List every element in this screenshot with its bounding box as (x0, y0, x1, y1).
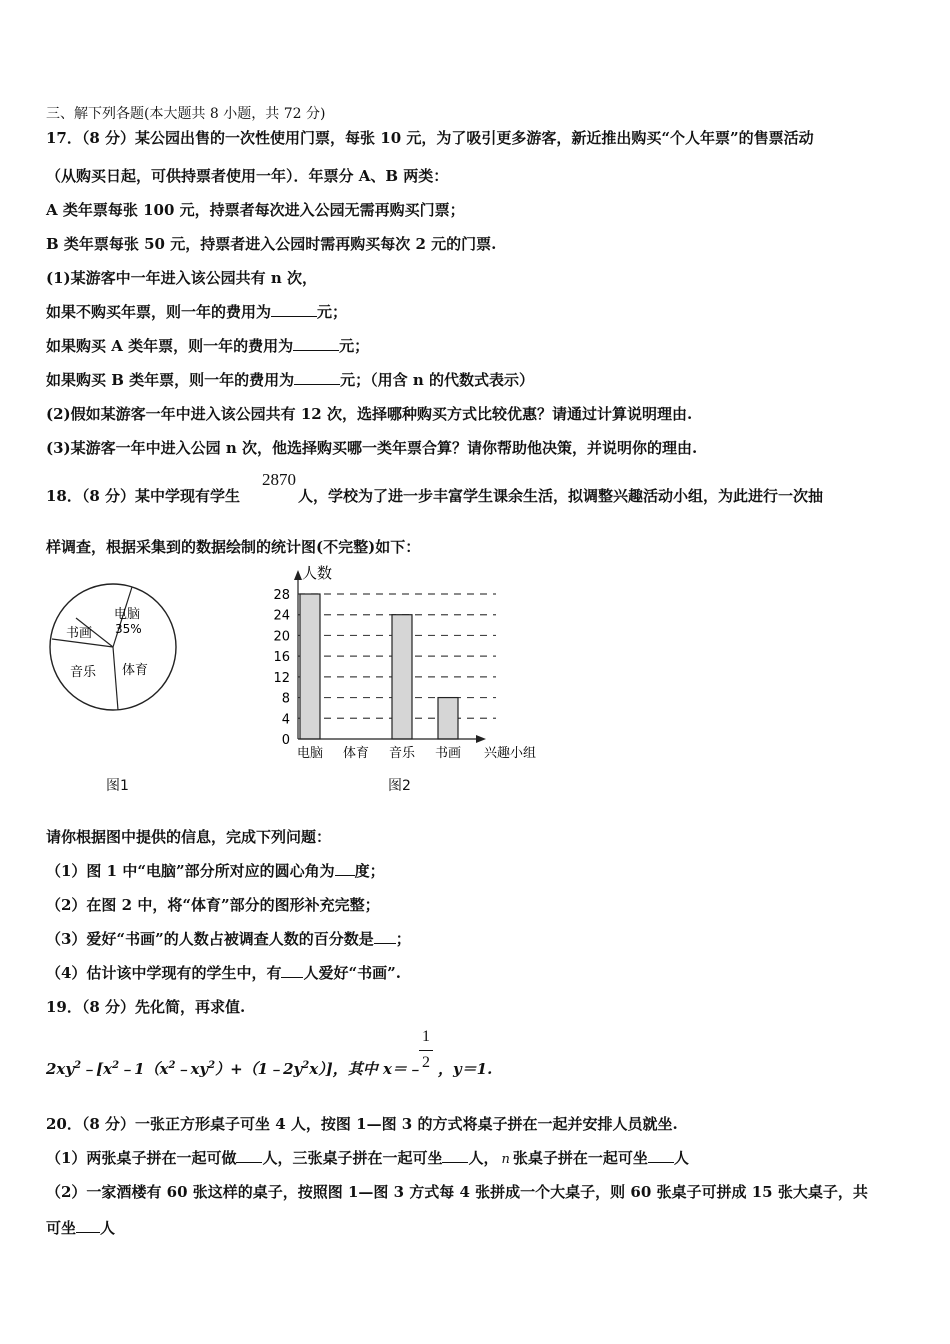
q18-line3: 请你根据图中提供的信息，完成下列问题： (46, 828, 332, 846)
expr-part: ）+（1﹣2y (215, 1060, 303, 1078)
student-count: 2870 (262, 470, 296, 489)
q18-line1-rest: 人，学校为了进一步丰富学生课余生活，拟调整兴趣活动小组，为此进行一次抽 (298, 487, 824, 505)
fraction-denominator: 2 (422, 1054, 430, 1071)
expr-part: ﹣1（x (119, 1060, 169, 1078)
expr-part: ﹣xy (175, 1060, 209, 1078)
fraction-bar (419, 1050, 433, 1051)
y-tick-label: 28 (273, 588, 290, 603)
pie-chart (48, 582, 182, 716)
q17-line1: 17．（8 分）某公园出售的一次性使用门票，每张 10 元，为了吸引更多游客，新近推出购买“个人年票”的售票活动 (46, 129, 814, 147)
q17-line6 (46, 302, 347, 322)
q18-line1 (46, 486, 823, 506)
y-tick-label: 8 (281, 691, 290, 707)
q20-line4-text: 人 (100, 1219, 116, 1237)
section-title: 三、解下列各题(本大题共 8 小题，共 72 分) (46, 106, 326, 122)
variable-n: n (501, 1152, 510, 1167)
q18-part4-end: 人爱好“书画”. (303, 964, 401, 982)
y-tick-label: 0 (281, 733, 290, 748)
q17-line7-text: 如果购买 A 类年票，则一年的费用为 (46, 337, 294, 355)
answer-blank (271, 302, 317, 317)
expr-part: 2xy (46, 1060, 75, 1078)
q17-line4: B 类年票每张 50 元，持票者进入公园时需再购买每次 2 元的门票. (46, 235, 497, 253)
y-tick-label: 4 (281, 712, 290, 728)
bar (392, 615, 412, 739)
q20-line3: （2）一家酒楼有 60 张这样的桌子，按照图 1—图 3 方式每 4 张拼成一个大桌子，则 60 张桌子可拼成 15 张大桌子，共 (46, 1183, 868, 1201)
answer-blank (335, 861, 355, 876)
y-tick-label: 20 (273, 629, 290, 645)
q18-part4 (46, 963, 401, 983)
x-tick-label: 电脑 (296, 746, 324, 761)
answer-blank (294, 370, 340, 385)
bar (300, 594, 320, 739)
bar (438, 698, 458, 739)
x-axis-label: 兴趣小组 (484, 746, 537, 761)
pie-label-music: 音乐 (70, 665, 97, 680)
q17-line6-unit: 元； (317, 303, 348, 321)
q17-line2: （从购买日起，可供持票者使用一年）．年票分 A、B 两类： (46, 167, 449, 185)
q20-line2 (46, 1148, 689, 1170)
q20-line2-text: （1）两张桌子拼在一起可做 (46, 1149, 237, 1167)
pie-label-sports: 体育 (122, 663, 149, 678)
q18-part1 (46, 861, 385, 881)
q20-line2-text: 人， (468, 1149, 499, 1167)
expr-part: ，y＝1. (437, 1060, 493, 1078)
expr-part: ﹣[x (81, 1060, 113, 1078)
q17-line9: (2)假如某游客一年中进入该公园共有 12 次，选择哪种购买方式比较优惠？请通过计算说明理由. (46, 405, 693, 423)
bar-chart (252, 560, 552, 770)
q17-line3: A 类年票每张 100 元，持票者每次进入公园无需再购买门票； (46, 201, 465, 219)
answer-blank (442, 1148, 468, 1163)
q17-line10: (3)某游客一年中进入公园 n 次，他选择购买哪一类年票合算？请你帮助他决策，并说明你的理由. (46, 439, 698, 457)
figure1-caption: 图1 (106, 778, 129, 794)
answer-blank (648, 1148, 674, 1163)
q17-line8-unit: 元；（用含 n 的代数式表示） (340, 371, 534, 389)
q17-line6-text: 如果不购买年票，则一年的费用为 (46, 303, 272, 321)
exponent: 2 (112, 1060, 120, 1071)
pie-label-calligraphy: 书画 (66, 626, 93, 641)
answer-blank (76, 1218, 100, 1233)
y-tick-label: 16 (273, 650, 290, 666)
q19-line1: 19．（8 分）先化简，再求值. (46, 998, 246, 1016)
answer-blank (236, 1148, 262, 1163)
q17-line5: (1)某游客中一年进入该公园共有 n 次， (46, 269, 317, 287)
expr-part: x）]，其中 x＝﹣ (309, 1060, 422, 1078)
q18-part4-text: （4）估计该中学现有的学生中，有 (46, 964, 282, 982)
q17-line8-text: 如果购买 B 类年票，则一年的费用为 (46, 371, 295, 389)
y-tick-label: 12 (273, 670, 290, 686)
pie-label-computer-pct: 35% (115, 622, 142, 636)
fraction-numerator: 1 (422, 1028, 430, 1045)
y-axis-label: 人数 (302, 564, 333, 582)
q18-part3 (46, 929, 411, 949)
q20-line2-text: 人，三张桌子拼在一起可坐 (262, 1149, 443, 1167)
q17-line7 (46, 336, 369, 356)
q20-line4 (46, 1218, 115, 1238)
q20-line2-text: 人 (673, 1149, 689, 1167)
q18-part2: （2）在图 2 中，将“体育”部分的图形补充完整； (46, 896, 380, 914)
figure2-caption: 图2 (388, 778, 411, 794)
q17-line7-unit: 元； (339, 337, 370, 355)
x-tick-label: 音乐 (388, 746, 416, 761)
q18-part3-text: （3）爱好“书画”的人数占被调查人数的百分数是 (46, 930, 374, 948)
q20-line1: 20．（8 分）一张正方形桌子可坐 4 人，按图 1—图 3 的方式将桌子拼在一起并安排人员就坐. (46, 1115, 678, 1133)
q18-line1-text: 18．（8 分）某中学现有学生 (46, 487, 241, 505)
answer-blank (374, 929, 396, 944)
pie-label-computer: 电脑 (114, 607, 141, 622)
q18-line2: 样调查，根据采集到的数据绘制的统计图(不完整)如下： (46, 538, 421, 556)
q20-line4-text: 可坐 (46, 1219, 77, 1237)
q18-part3-end: ； (395, 930, 411, 948)
q20-line2-text: 张桌子拼在一起可坐 (512, 1149, 648, 1167)
exponent: 2 (168, 1060, 176, 1071)
answer-blank (281, 963, 303, 978)
x-tick-label: 体育 (342, 746, 370, 761)
y-axis-arrow (294, 570, 302, 580)
exponent: 2 (208, 1060, 216, 1071)
q18-part1-text: （1）图 1 中“电脑”部分所对应的圆心角为 (46, 862, 335, 880)
answer-blank (293, 336, 339, 351)
x-tick-label: 书画 (434, 746, 462, 761)
y-tick-label: 24 (273, 608, 290, 624)
q17-line8 (46, 370, 534, 390)
exponent: 2 (74, 1060, 82, 1071)
x-axis-arrow (476, 735, 486, 743)
exponent: 2 (302, 1060, 310, 1071)
q18-part1-unit: 度； (354, 862, 385, 880)
